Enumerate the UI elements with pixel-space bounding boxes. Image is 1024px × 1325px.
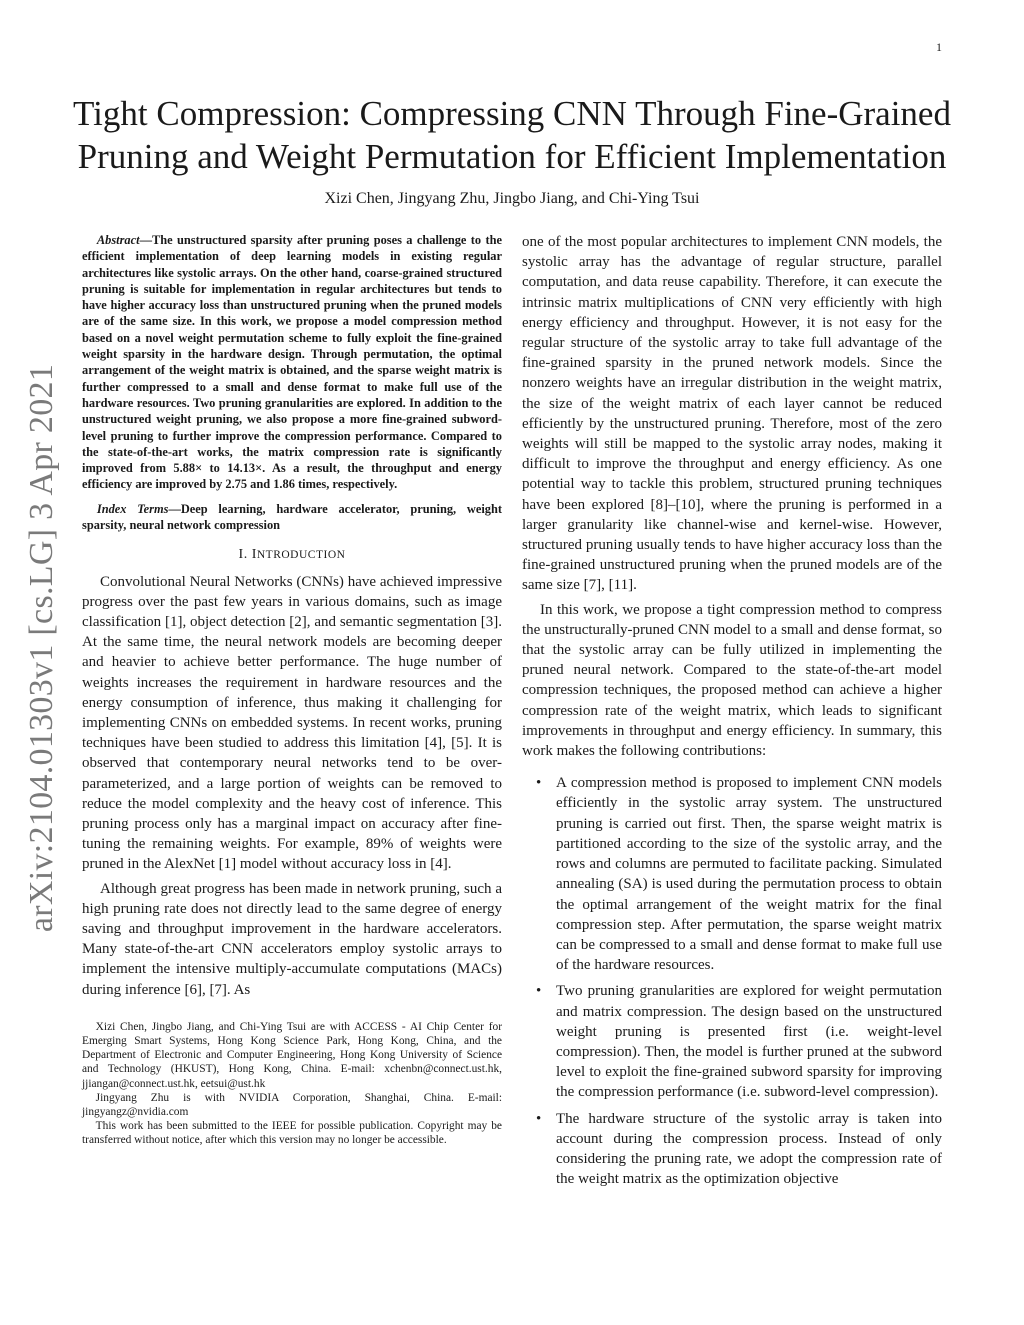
page-number: 1 — [936, 40, 942, 54]
section-numeral: I. I — [238, 547, 257, 563]
abstract-lead: Abstract — [96, 233, 140, 247]
index-terms-text: —Deep learning, hardware accelerator, pruning, weight sparsity, neural network compression — [82, 501, 503, 533]
abstract-text: —The unstructured sparsity after pruning poses a challenge to the efficient implementation of deep learning models in existing regular architectures like systolic arrays. On the other hand, coarse-grained structured pruning is suitable for implementation in regular architectures but tends to have higher accuracy loss than unstructured pruning when the pruned models are of the same size. In this work, we propose a model compression method based on a novel weight permutation scheme to fully exploit the fine-grained weight sparsity in the hardware design. Through permutation, the optimal arrangement of the weight matrix is obtained, and the sparse weight matrix is further compressed to a small and dense format to make full use of the hardware resources. Two pruning granularities are explored. In addition to the unstructured weight pruning, we also propose a more fine-grained subword-level pruning to further improve the compression performance. Compared to the state-of-the-art works, the matrix compression rate is significantly improved from 5.88× to 14.13×. As a result, the throughput and energy efficiency are improved by 2.75 and 1.86 times, respectively. — [82, 233, 502, 492]
left-column — [82, 232, 502, 1148]
author-list: Xizi Chen, Jingyang Zhu, Jingbo Jiang, and Chi-Ying Tsui — [324, 190, 700, 207]
footnotes — [82, 1020, 502, 1148]
bullet-icon: • — [536, 983, 542, 1000]
contribution-text: A compression method is proposed to implement CNN models efficiently in the systolic array system. The unstructured pruning is carried out first. Then, the sparse weight matrix is partitioned according to the size of the systolic array, and the rows and columns are permuted to facilitate packing. Simulated annealing (SA) is used during the permutation process to obtain the optimal arrangement of the weight matrix for the final compression step. After permutation, the sparse weight matrix can be compressed to a small and dense format to make full use of the hardware resources. — [556, 775, 942, 974]
body-paragraph-this-work: In this work, we propose a tight compression method to compress the unstructurally-pruned CNN model to a small and dense format, so that the systolic array can be fully utilized in implementing the pruned neural network. Compared to the state-of-the-art model compression techniques, the proposed method can achieve a higher compression rate of the weight matrix, which leads to significant improvements in throughput and energy efficiency. In summary, this work makes the following contributions: — [522, 601, 942, 760]
footnote-nvidia: Jingyang Zhu is with NVIDIA Corporation, Shanghai, China. E-mail: jingyangz@nvidia.com — [82, 1091, 502, 1119]
section-heading — [82, 545, 502, 565]
body-paragraph-continued: one of the most popular architectures to implement CNN models, the systolic array has the advantage of regular structure, parallel computation, and data reuse capability. Therefore, it can execute the intrinsic matrix multiplications of CNN very efficiently with high energy efficiency and throughput. However, it is not easy for the regular structure of the systolic array to take full advantage of the fine-grained sparsity in the pruned network models. Since the nonzero weights have an irregular distribution in the weight matrix, the size of the weight matrix of each layer cannot be reduced efficiently by the unstructured pruning. Therefore, most of the zero weights will still be mapped to the systolic array nodes, making it difficult to improve the throughput and energy efficiency. As one potential way to tackle this problem, structured pruning techniques have been explored [8]–[10], where the pruning is performed in a larger granularity like channel-wise and kernel-wise. However, structured pruning usually tends to have higher accuracy loss than the fine-grained unstructured pruning when the pruned models are of the same size [7], [11]. — [522, 234, 942, 594]
contribution-text: Two pruning granularities are explored for weight permutation and matrix compression. The design based on the unstructured weight pruning is presented first (i.e. weight-level compression). Then, the model is further pruned at the subword level to exploit the fine-grained subword sparsity for improving the compression performance (i.e. subword-level compression). — [556, 983, 942, 1101]
index-terms-lead: Index Terms — [96, 501, 169, 516]
list-item — [536, 981, 942, 1102]
list-item — [536, 1109, 942, 1190]
contribution-text: The hardware structure of the systolic array is taken into account during the compression process. Instead of only considering the pruning rate, we adopt the compression rate of the weight matrix as the optimization objective — [556, 1110, 942, 1188]
abstract — [82, 232, 502, 493]
footnote-ieee: This work has been submitted to the IEEE for possible publication. Copyright may be transferred without notice, after which this version may no longer be accessible. — [82, 1120, 502, 1147]
intro-paragraph-1: Convolutional Neural Networks (CNNs) have achieved impressive progress over the past few years in various domains, such as image classification [1], object detection [2], and semantic segmentation [3]. At the same time, the neural network models are becoming deeper and heavier to achieve better performance. The huge number of weights increases the requirement in hardware resources and the energy consumption of inference, thus making it challenging for implementing CNNs on embedded systems. In recent works, pruning techniques have been studied to address this limitation [4], [5]. It is observed that contemporary neural networks tend to be over-parameterized, and a large portion of weights can be removed to reduce the model complexity and the heavy cost of inference. This pruning process only has a marginal impact on accuracy after fine-tuning the remaining weights. For example, 89% of weights were pruned in the AlexNet [1] model without accuracy loss in [4]. — [82, 573, 502, 873]
title-line-2: Pruning and Weight Permutation for Efficient Implementation — [77, 137, 947, 176]
index-terms — [82, 501, 502, 534]
paper-title — [0, 92, 1024, 178]
arxiv-stamp: arXiv:2104.01303v1 [cs.LG] 3 Apr 2021 — [23, 363, 60, 933]
right-column — [522, 232, 942, 1195]
title-line-1: Tight Compression: Compressing CNN Through Fine-Grained — [73, 94, 951, 133]
section-name: NTRODUCTION — [256, 549, 346, 562]
intro-paragraph-2: Although great progress has been made in network pruning, such a high pruning rate does not directly lead to the same degree of energy saving and throughput improvement in the hardware accelerators. Many state-of-the-art CNN accelerators employ systolic arrays to implement the intensive multiply-accumulate computations (MACs) during inference [6], [7]. As — [82, 880, 502, 998]
list-item — [536, 773, 942, 975]
contributions-list — [522, 773, 942, 1189]
bullet-icon: • — [536, 1110, 542, 1127]
footnote-affiliation: Xizi Chen, Jingbo Jiang, and Chi-Ying Tsui are with ACCESS - AI Chip Center for Emerging Smart Systems, Hong Kong Science Park, Hong Kong, China, and the Department of Electronic and Computer Engineering, Hong Kong University of Science and Technology (HKUST), Hong Kong, China. E-mail: xchenbn@connect.ust.hk, jjiangan@connect.ust.hk, eetsui@ust.hk — [82, 1020, 502, 1090]
bullet-icon: • — [536, 775, 542, 792]
